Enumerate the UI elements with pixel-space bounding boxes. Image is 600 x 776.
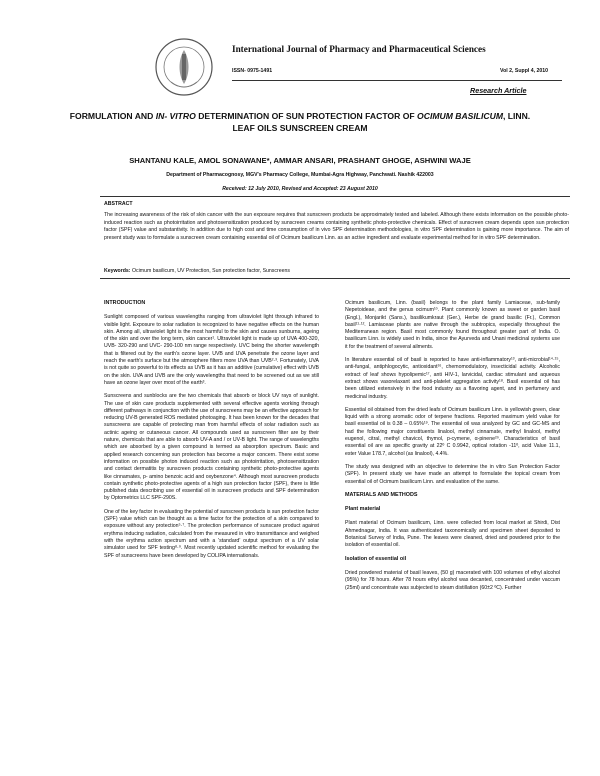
title-part: DETERMINATION OF SUN PROTECTION FACTOR OF	[195, 111, 418, 121]
keywords-label: Keywords:	[104, 268, 131, 274]
header-rule	[232, 80, 562, 81]
abstract-text: The increasing awareness of the risk of skin cancer with the sun exposure requires that sunscreen products be approximately tested and labeled. Although there exists information on the possible photo-induced reaction such as photoirritation and photosensitization produced by sunscreen creams containing synthetic photo-protective chemicals. Effect of sunscreen cream depends upon sun protection factor (SPF) value and substantivity. In addition due to high cost and time consumption of in vivo SPF determination methodologies, in vitro SPF determination is gaining more importance. The aim of present study was to formulate a sunscreen cream containing essential oil of Ocimum basilicum Linn. as an active ingredient and evaluate experimental method for in vitro SPF determination.	[104, 212, 569, 241]
journal-logo	[151, 36, 217, 98]
title-part: , LINN. LEAF OILS SUNSCREEN CREAM	[232, 111, 531, 133]
paragraph: Sunscreens and sunblocks are the two chemicals that absorb or block UV rays of sunlight. The use of skin care products supplemented with several effective agents working through different pathways in conjunction with the use of sunscreens may be an effective approach for reducing UV-B generated ROS mediated photoaging. It has been known for the decades that sunscreens are capable of protecting man from harmful effects of solar radiation such as actinic ageing or cutaneous cancer. All compounds used as sunscreen filter are by their nature, chemicals that are able to absorb UV-A and / or UV-B light. The range of wavelengths which are absorbed by a given compound is termed as absorption spectrum. Basic and applied research concerning sun protection has become a major concern. There exist some information on possible photon induced reaction such as photoirritation, photosensitization and contact dermatitis by sunscreen products containing synthetic photo-protective agents like cinnamates, p- amino benzoic acid and oxybenzone⁴. Although most sunscreen products contain synthetic photo-protective agents of a high sun protection factor (SPF), there is little published data describing use of essential oil in sunscreen products and SPF determination by Optometrics LLC SPF-290S.	[104, 393, 319, 502]
paragraph: Sunlight composed of various wavelengths ranging from ultraviolet light through infrared to visible light. Exposure to solar radiation is recognized to have negative effects on the human skin. Among all, ultraviolet light is the most harmful to the skin and causes sunburns, ageing of the skin and over the long term, skin cancer¹. Ultraviolet light is made up of UVA 400-320, UVB- 320-290 and UVC- 290-100 nm range respectively. UVC being the shorter wavelength that is filtered out by the earth's ozone layer. UVB and UVA penetrate the ozone layer and reach the earth's surface but the atmosphere filters more UVA than UVB²·³. Fortunately, UVA is not quite so powerful to its effects as UVB as it has an additive (cumulative) effect with UVB on the skin. UVA and UVB are the only wavelengths that need to be screened out as we still have an ozone layer over most of the earth³.	[104, 314, 319, 386]
section-heading: MATERIALS AND METHODS	[345, 491, 418, 498]
section-heading: INTRODUCTION	[104, 300, 146, 306]
abstract-heading: ABSTRACT	[104, 201, 133, 207]
abstract-rule-bottom	[100, 278, 570, 279]
issn: ISSN- 0975-1491	[232, 68, 273, 74]
paragraph: Ocimum basilicum, Linn. (basil) belongs to the plant family Lamiaceae, sub-family Nepetoideae, and the genus ocimum¹⁰. Plant commonly known as sweet or garden basil (Engl.), Monjarikt (Sans.), basilikumkraut (Ger.), Herbe de grand basilic (Fr.), Common basil¹¹·¹². Lamiaceae plants are native through the subtropics, especially throughout the Mediterranean region. Basil most commonly found throughout greater part of India. O. basilicum Linn. is widely used in India, since the Ayurveda and Unani medicinal systems use it for the treatment of several ailments.	[345, 300, 560, 350]
title-italic: IN- VITRO	[155, 111, 196, 121]
paragraph: In literature essential oil of basil is reported to have anti-inflammatory¹³, anti-microbial¹⁴·¹⁵, anti-fungal, antiphlogocytic, antioxidant¹⁶, chemomodulatory, insecticidal activity. Alcoholic extract of leaf shows hypolipemic¹⁷, anti HIV-1, larvicidal, cardiac stimulant and aqueous extract shows vasorelaxant and anti-platelet aggregation activity¹⁸. Basil essential oil has been utilized extensively in the food industry as a flavoring agent, and in perfumery and medicinal industry.	[345, 357, 560, 400]
paragraph: Plant material of Ocimum basilicum, Linn. were collected from local market at Shirdi, Dist Ahmednagar, India. It was authenticated taxonomically and specimen sheet deposited to Botanical Survey of India, Pune. The leaves were cleaned, dried and powdered prior to the isolation of essential oil.	[345, 520, 560, 549]
keywords-text: Ocimum basilicum, UV Protection, Sun protection factor, Sunscreens	[130, 268, 290, 274]
title-italic: OCIMUM BASILICUM	[417, 111, 503, 121]
abstract-rule-top	[100, 196, 570, 197]
article-type: Research Article	[470, 86, 527, 95]
paragraph: Dried powdered material of basil leaves, (50 g) macerated with 100 volumes of ethyl alcohol (95%) for 78 hours. After 78 hours ethyl alcohol was decanted, concentrated under vaccum (25ml) and concentrate was subjected to steam distillation (60±2 ºC). Further	[345, 569, 560, 591]
paragraph: One of the key factor in evaluating the potential of sunscreen products is sun protection factor (SPF) value which can be thought as a time factor for the protection of a skin compared to exposure without any protection⁵·⁷. The protection performance of sunscare product against erythma inducing radiation, calculated from the measured in vitro transmittance and weighed with the erythma action spectrum and with a 'standard' output spectrum of a UV solar simulator used for SPF testing⁸·⁹. Most recently updated scientific method for evaluating the SPF of sunscreens have been developed by COLIPA internationals.	[104, 508, 319, 559]
volume-info: Vol 2, Suppl 4, 2010	[500, 68, 549, 74]
paragraph: The study was designed with an objective to determine the in vitro Sun Protection Factor (SPF). In present study we have made an attempt to formulate the topical cream from essential oil of Ocimum basilicum Linn. and evaluation of the same.	[345, 463, 560, 485]
right-column	[345, 300, 560, 598]
paper-title	[60, 110, 540, 134]
subsection-heading: Plant material	[345, 506, 381, 513]
left-column	[104, 300, 319, 566]
received-dates: Received: 12 July 2010, Revised and Accepted: 23 August 2010	[222, 186, 378, 192]
subsection-heading: Isolation of essential oil	[345, 555, 407, 562]
title-part: FORMULATION AND	[69, 111, 156, 121]
paragraph: Essential oil obtained from the dried leafs of Ocimum basilicum Linn. is yellowish green, clear liquid with a strong aromatic odor of terpene fractions. Reported maximum yield value for basil essential oil is 0.38 – 0.65%¹⁹. The essential oil was analyzed by GC and GC-MS and had the following major constituents linalool, methyl cinnamate, methyl linalool, methyl eugenol, citral, methyl chavicol, thymol, p-cymene, α-pinene²⁰. Characteristics of basil essential oil are as specific gravity at 22º C 0.9942, optical rotation -11º, acid Value 11.1, ester Value 178.7, alcohol (as linalool), 4.4%.	[345, 406, 560, 457]
authors: SHANTANU KALE, AMOL SONAWANE*, AMMAR ANSARI, PRASHANT GHOGE, ASHWINI WAJE	[129, 156, 471, 165]
affiliation: Department of Pharmacognosy, MGV's Pharmacy College, Mumbai-Agra Highway, Panchwati. Nashik 422003	[166, 172, 434, 178]
journal-name: International Journal of Pharmacy and Pharmaceutical Sciences	[232, 44, 486, 54]
keywords	[104, 268, 569, 274]
